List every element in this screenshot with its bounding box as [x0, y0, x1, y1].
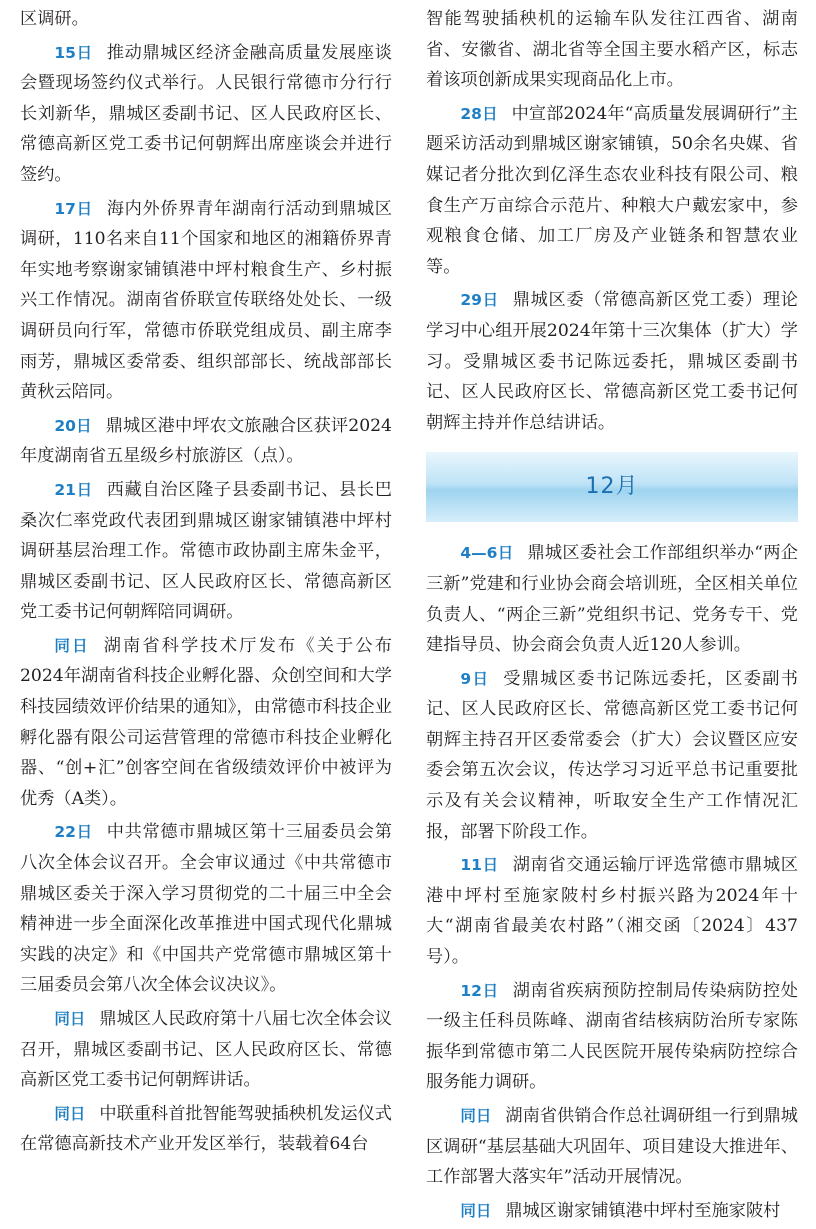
entry-text: 湖南省科学技术厅发布《关于公布2024年湖南省科技企业孵化器、众创空间和大学科技园绩效评价结果的通知》，由常德市科技企业孵化器有限公司运营管理的常德市科技企业孵化器、“创+汇”创客空间在省级绩效评价中被评为优秀（A类）。 [20, 635, 392, 809]
left-column [20, 4, 392, 1163]
entry-text: 湖南省供销合作总社调研组一行到鼎城区调研“基层基础大巩固年、项目建设大推进年、工作部署大落实年”活动开展情况。 [426, 1106, 798, 1188]
entry-date: 同日 [54, 1010, 86, 1028]
entry-date: 29日 [460, 291, 499, 310]
entry-text: 鼎城区港中坪农文旅融合区获评2024年度湖南省五星级乡村旅游区（点）。 [20, 415, 392, 467]
chronicle-entry [426, 1196, 798, 1227]
entry-text: 受鼎城区委书记陈远委托，区委副书记、区人民政府区长、常德高新区党工委书记何朝辉主持召开区委常委会（扩大）会议暨区应安委会第五次会议，传达学习习近平总书记重要批示及有关会议精神，听取安全生产工作情况汇报，部署下阶段工作。 [426, 668, 798, 842]
entry-text: 推动鼎城区经济金融高质量发展座谈会暨现场签约仪式举行。人民银行常德市分行行长刘新华，鼎城区委副书记、区人民政府区长、常德高新区党工委书记何朝辉出席座谈会并进行签约。 [20, 42, 392, 185]
entry-text: 湖南省交通运输厅评选常德市鼎城区港中坪村至施家陂村乡村振兴路为2024年十大“湖南省最美农村路”（湘交函〔2024〕437号）。 [426, 855, 798, 968]
chronicle-entry [426, 976, 798, 1098]
entry-date: 17日 [54, 199, 93, 218]
chronicle-entry [426, 850, 798, 972]
chronicle-entry [426, 285, 798, 438]
chronicle-entry [20, 194, 392, 408]
entry-text: 海内外侨界青年湖南行活动到鼎城区调研，110名来自11个国家和地区的湘籍侨界青年实地考察谢家铺镇港中坪村粮食生产、乡村振兴工作情况。湖南省侨联宣传联络处处长、一级调研员向行军，常德市侨联党组成员、副主席李雨芳，鼎城区委常委、组织部部长、统战部部长黄秋云陪同。 [20, 198, 392, 403]
entry-date: 20日 [54, 416, 92, 435]
entry-date: 22日 [54, 823, 93, 842]
chronicle-entry [426, 4, 798, 96]
entry-text: 鼎城区人民政府第十八届七次全体会议召开，鼎城区委副书记、区人民政府区长、常德高新区党工委书记何朝辉讲话。 [20, 1009, 392, 1091]
entry-date: 同日 [460, 1201, 492, 1220]
chronicle-entry [426, 538, 798, 660]
entry-text: 中联重科首批智能驾驶插秧机发运仪式在常德高新技术产业开发区举行，装载着64台 [20, 1103, 392, 1155]
chronicle-entry [426, 99, 798, 283]
chronicle-entry [426, 1101, 798, 1193]
entry-text: 中宣部2024年“高质量发展调研行”主题采访活动到鼎城区谢家铺镇，50余名央媒、省媒记者分批次到亿泽生态农业科技有限公司、粮食生产万亩综合示范片、种粮大户戴宏家中，参观粮食仓储、加工厂房及产业链条和智慧农业等。 [426, 103, 798, 277]
entry-date: 11日 [460, 856, 499, 875]
entry-date: 28日 [460, 104, 498, 123]
month-banner [426, 452, 798, 522]
entry-text: 鼎城区委社会工作部组织举办“两企三新”党建和行业协会商会培训班，全区相关单位负责人、“两企三新”党组织书记、党务专干、党建指导员、协会商会负责人近120人参训。 [426, 543, 798, 656]
entry-text: 西藏自治区隆子县委副书记、县长巴桑次仁率党政代表团到鼎城区谢家铺镇港中坪村调研基层治理工作。常德市政协副主席朱金平，鼎城区委副书记、区人民政府区长、常德高新区党工委书记何朝辉陪同调研。 [20, 479, 392, 623]
entry-date: 同日 [54, 1104, 86, 1123]
entry-text: 鼎城区委（常德高新区党工委）理论学习中心组开展2024年第十三次集体（扩大）学习。受鼎城区委书记陈远委托，鼎城区委副书记、区人民政府区长、常德高新区党工委书记何朝辉主持并作总结讲话。 [426, 290, 798, 433]
chronicle-entry [20, 1004, 392, 1096]
entry-date: 同日 [460, 1107, 492, 1125]
right-column [426, 4, 798, 1229]
month-heading: 12月 [585, 474, 639, 500]
chronicle-entry [20, 631, 392, 815]
entry-text: 鼎城区谢家铺镇港中坪村至施家陂村 [505, 1200, 781, 1221]
entry-text: 智能驾驶插秧机的运输车队发往江西省、湖南省、安徽省、湖北省等全国主要水稻产区，标志着该项创新成果实现商品化上市。 [426, 9, 798, 91]
chronicle-entry [20, 411, 392, 472]
chronicle-entry [426, 664, 798, 848]
entry-date: 21日 [54, 480, 93, 499]
chronicle-entry [20, 1099, 392, 1160]
entry-text: 湖南省疾病预防控制局传染病防控处一级主任科员陈峰、湖南省结核病防治所专家陈振华到常德市第二人民医院开展传染病防控综合服务能力调研。 [426, 980, 798, 1093]
entry-date: 9日 [460, 669, 490, 688]
chronicle-entry [20, 38, 392, 191]
chronicle-entry [20, 4, 392, 35]
entry-date: 同日 [54, 636, 90, 655]
entry-date: 4—6日 [460, 544, 514, 563]
entry-text: 中共常德市鼎城区第十三届委员会第八次全体会议召开。全会审议通过《中共常德市鼎城区委关于深入学习贯彻党的二十届三中全会精神进一步全面深化改革推进中国式现代化鼎城实践的决定》和《中国共产党常德市鼎城区第十三届委员会第八次全体会议决议》。 [20, 822, 392, 996]
chronicle-entry [20, 817, 392, 1001]
entry-date: 12日 [460, 981, 499, 1000]
chronicle-entry [20, 475, 392, 628]
entry-text: 区调研。 [20, 9, 89, 29]
entry-date: 15日 [54, 43, 93, 62]
